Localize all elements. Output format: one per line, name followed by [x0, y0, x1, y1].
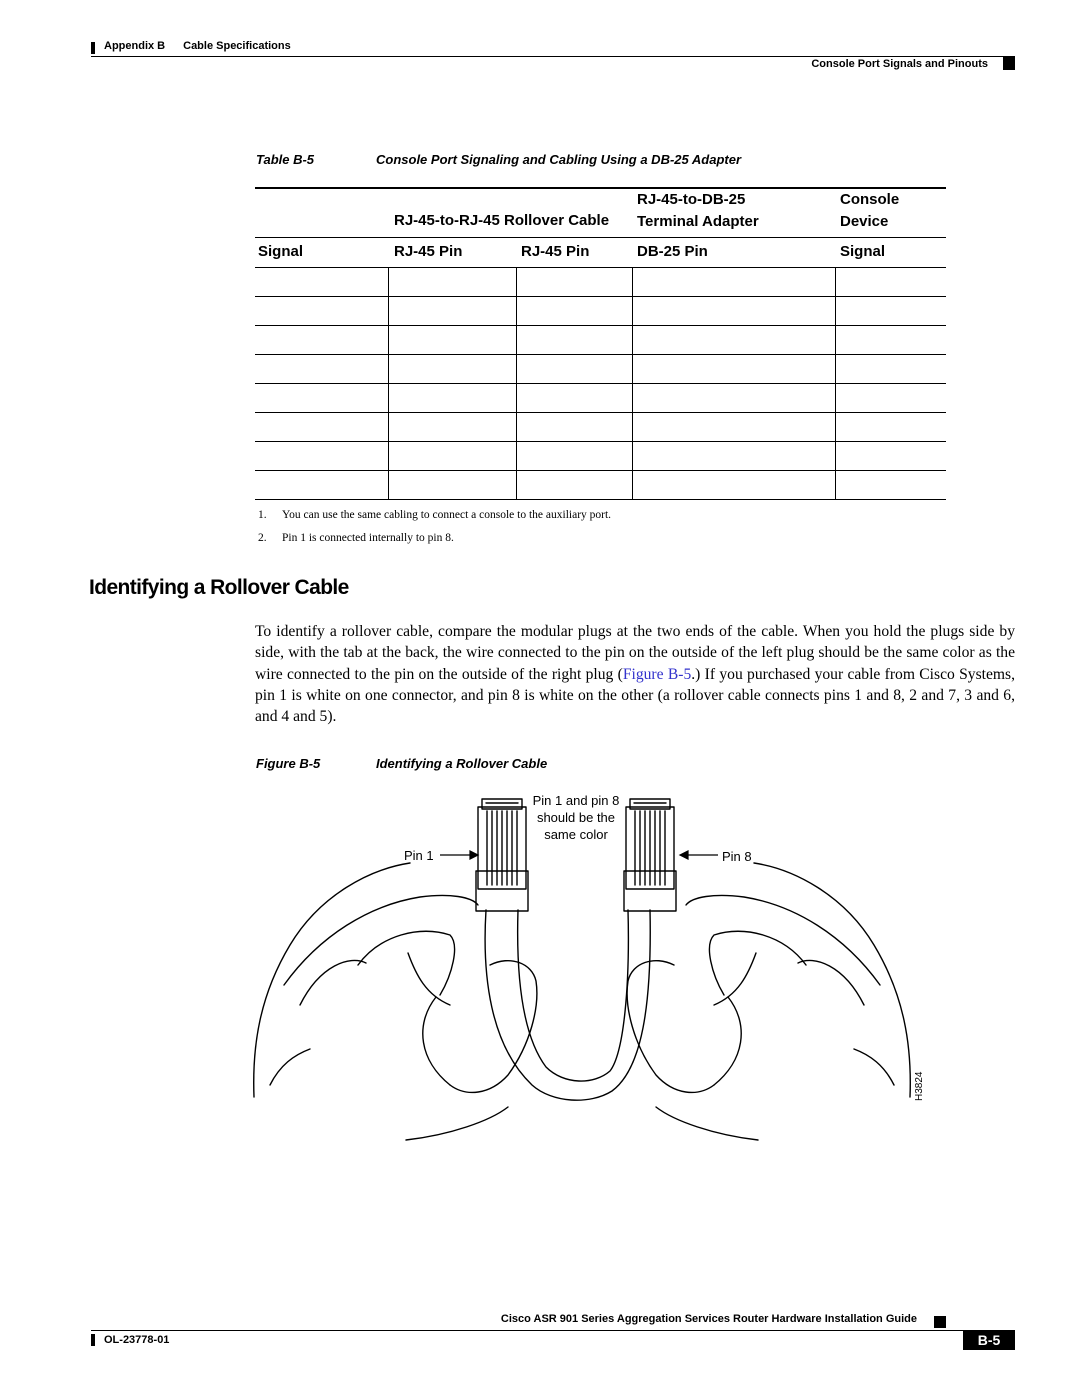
- cable: [518, 910, 629, 1081]
- column-divider: [632, 267, 633, 499]
- group-header-adapter-line2: Terminal Adapter: [637, 213, 759, 230]
- figure-title: Identifying a Rollover Cable: [376, 756, 548, 771]
- right-hand: [627, 863, 910, 1140]
- callout-line: should be the: [536, 810, 616, 825]
- table-row-rule: [255, 470, 946, 471]
- column-divider: [516, 267, 517, 499]
- column-header-signal: Signal: [258, 243, 304, 260]
- table-row-rule: [255, 412, 946, 413]
- column-header-rj45-pin: RJ-45 Pin: [521, 243, 590, 260]
- table-row-rule: [255, 354, 946, 355]
- section-heading: Identifying a Rollover Cable: [89, 576, 349, 599]
- table-group-rule: [255, 237, 946, 238]
- left-hand: [254, 863, 537, 1140]
- footer-rule: [91, 1330, 1015, 1331]
- footnote-number: 2.: [258, 532, 267, 544]
- column-header-signal: Signal: [840, 243, 886, 260]
- header-rule: [91, 56, 1015, 57]
- group-header-console-line2: Device: [840, 213, 889, 230]
- footer-square: [934, 1316, 946, 1328]
- footnote-text: You can use the same cabling to connect a console to the auxiliary port.: [282, 509, 612, 521]
- page-number: B-5: [963, 1331, 1015, 1350]
- body-text: To identify a rollover cable, compare the modular plugs at the two ends of the cable. When you hold the plugs side by side, with the tab at the back, the wire connected to the pin on the outside of the left plug should be the same color as the wire connected to the pin on the outside of the right plug (: [255, 623, 1015, 683]
- body-text: .) If you purchased your cable from Cisco Systems, pin 1 is white on one connector, and pin 8 is white on the other (a rollover cable connects pins 1 and 8, 2 and 7, 3 and 6, and 4 and 5).: [255, 665, 1015, 726]
- header-marker: [91, 42, 95, 54]
- group-header-rollover: RJ-45-to-RJ-45 Rollover Cable: [394, 212, 610, 229]
- table-label: Table B-5: [256, 152, 315, 167]
- table-row-rule: [255, 441, 946, 442]
- footnote: [258, 509, 611, 521]
- pin-1-arrow: [440, 851, 478, 859]
- figure-link[interactable]: Figure B-5: [622, 665, 692, 683]
- chapter-title: Cable Specifications: [183, 40, 291, 52]
- appendix-label: Appendix B: [104, 40, 166, 52]
- table-header-rule: [255, 267, 946, 268]
- footnote-text: Pin 1 is connected internally to pin 8.: [282, 532, 454, 544]
- footer-marker: [91, 1334, 95, 1346]
- rollover-cable-illustration: [240, 785, 960, 1145]
- pin-8-label: Pin 8: [722, 849, 752, 864]
- table-row-rule: [255, 383, 946, 384]
- column-divider: [388, 267, 389, 499]
- footnote-number: 1.: [258, 509, 267, 521]
- callout-line: Pin 1 and pin 8: [532, 793, 620, 808]
- right-plug: [624, 799, 676, 911]
- figure-id: H3824: [914, 1071, 925, 1101]
- pin-1-label: Pin 1: [404, 848, 434, 863]
- callout-line: same color: [544, 827, 608, 842]
- table-bottom-rule: [255, 499, 946, 500]
- running-header-left: [104, 40, 291, 52]
- pin-8-arrow: [680, 851, 718, 859]
- column-divider: [835, 267, 836, 499]
- footnote: [258, 532, 454, 544]
- body-paragraph: [255, 621, 1015, 727]
- footer-title: Cisco ASR 901 Series Aggregation Services Router Hardware Installation Guide: [500, 1313, 917, 1325]
- section-title: Console Port Signals and Pinouts: [811, 58, 988, 70]
- column-header-db25-pin: DB-25 Pin: [637, 243, 708, 260]
- table-row-rule: [255, 296, 946, 297]
- left-plug: [476, 799, 528, 911]
- table-row-rule: [255, 325, 946, 326]
- figure-label: Figure B-5: [256, 756, 321, 771]
- table-title: Console Port Signaling and Cabling Using a DB-25 Adapter: [376, 152, 741, 167]
- group-header-console-line1: Console: [840, 191, 900, 208]
- doc-number: OL-23778-01: [104, 1334, 170, 1346]
- group-header-adapter-line1: RJ-45-to-DB-25: [637, 191, 746, 208]
- column-header-rj45-pin: RJ-45 Pin: [394, 243, 463, 260]
- table-top-rule: [255, 187, 946, 189]
- header-square: [1003, 57, 1015, 70]
